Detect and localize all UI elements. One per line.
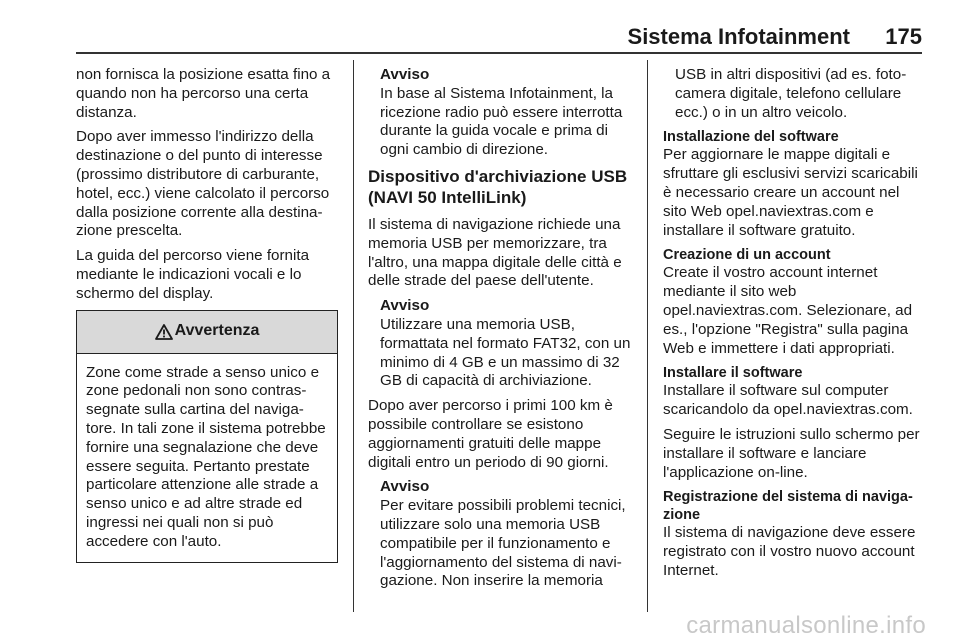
note bbox=[368, 66, 632, 160]
section bbox=[663, 364, 925, 420]
paragraph: Dopo aver percorso i primi 100 km è possibile controllare se esistono aggiornamenti gratuiti delle mappe digitali entro un periodo di 90 giorni. bbox=[368, 397, 613, 471]
note-text: Utilizzare una memoria USB, formattata nel formato FAT32, con un minimo di 4 GB e un massimo di 32 GB di capacità di archiviazione. bbox=[380, 315, 631, 390]
paragraph: Il sistema di navigazione deve essere registrato con il vostro nuovo account Internet. bbox=[663, 524, 916, 579]
subsection-heading: Creazione di un account bbox=[663, 247, 831, 264]
column-1 bbox=[76, 66, 338, 563]
section bbox=[663, 246, 925, 358]
paragraph: non fornisca la posizione esatta fino a quando non ha percorso una certa distanza. bbox=[76, 66, 331, 121]
column-3 bbox=[663, 66, 925, 587]
paragraph: Installare il software sul computer scaricandolo da opel.naviextras.com. bbox=[663, 382, 913, 419]
section-heading: Dispositivo d'archiviazione USB (NAVI 50 IntelliLink) bbox=[368, 166, 628, 207]
column-divider bbox=[353, 60, 354, 612]
subsection-heading: Installazione del software bbox=[663, 129, 839, 146]
note-continuation: USB in altri dispositivi (ad es. fotocamera digitale, telefono cellulare ecc.) o in un altro veicolo. bbox=[675, 66, 907, 121]
warning-header bbox=[77, 311, 337, 354]
page-header bbox=[0, 0, 960, 62]
column-2 bbox=[368, 66, 632, 597]
paragraph: Per aggiornare le mappe digitali e sfruttare gli esclusivi servizi scaricabili è necessario creare un account nel sito Web opel.naviextras.com e installare il software gratuito. bbox=[663, 146, 918, 239]
header-title: Sistema Infotainment bbox=[627, 24, 850, 49]
note bbox=[368, 297, 632, 391]
section bbox=[663, 488, 925, 580]
watermark: carmanualsonline.info bbox=[686, 612, 926, 639]
page-number: 175 bbox=[885, 24, 922, 49]
note-text: Per evitare possibili problemi tecnici, utilizzare solo una memoria USB compatibile per il funzionamento e l'aggiornamento del sistema di navigazione. Non inserire la memoria bbox=[380, 497, 626, 590]
warning-triangle-icon bbox=[155, 324, 173, 340]
warning-text: Zone come strade a senso unico e zone pedonali non sono contrassegnate sulla cartina del navigatore. In tali zone il sistema potrebbe fornire una segnalazione che deve essere seguita. Pertanto prestate particolare attenzione alle strade a senso unico e ad altre strade ed ingressi nei quali non si può accedere con l'auto. bbox=[86, 363, 326, 550]
note-label: Avviso bbox=[380, 66, 430, 83]
subsection-heading: Installare il software bbox=[663, 365, 803, 382]
note bbox=[368, 478, 632, 591]
paragraph: Seguire le istruzioni sullo schermo per installare il software e lanciare l'applicazione on-line. bbox=[663, 425, 920, 481]
header-divider bbox=[76, 52, 922, 54]
warning-title: Avvertenza bbox=[174, 322, 260, 340]
warning-box bbox=[76, 310, 338, 563]
note-label: Avviso bbox=[380, 478, 430, 496]
section bbox=[663, 128, 925, 240]
column-divider bbox=[647, 60, 648, 612]
paragraph: La guida del percorso viene fornita mediante le indicazioni vocali e lo schermo del display. bbox=[76, 247, 310, 302]
paragraph: Dopo aver immesso l'indirizzo della destinazione o del punto di interesse (prossimo distributore di carburante, hotel, ecc.) viene calcolato il percorso dalla posizione corrente alla destinazione prescelta. bbox=[76, 128, 330, 240]
paragraph: Il sistema di navigazione richiede una memoria USB per memorizzare, tra l'altro, una mappa digitale delle città e delle strade del paese dell'utente. bbox=[368, 215, 622, 290]
subsection-heading: Registrazione del sistema di navigazione bbox=[663, 489, 913, 524]
note-text: In base al Sistema Infotainment, la ricezione radio può essere interrotta durante la guida vocale e prima di ogni cambio di direzione. bbox=[380, 84, 623, 159]
paragraph: Create il vostro account internet mediante il sito web opel.naviextras.com. Selezionare, ad es., l'opzione "Registra" sulla pagina Web e immettere i dati appropriati. bbox=[663, 264, 913, 357]
note-label: Avviso bbox=[380, 297, 430, 315]
